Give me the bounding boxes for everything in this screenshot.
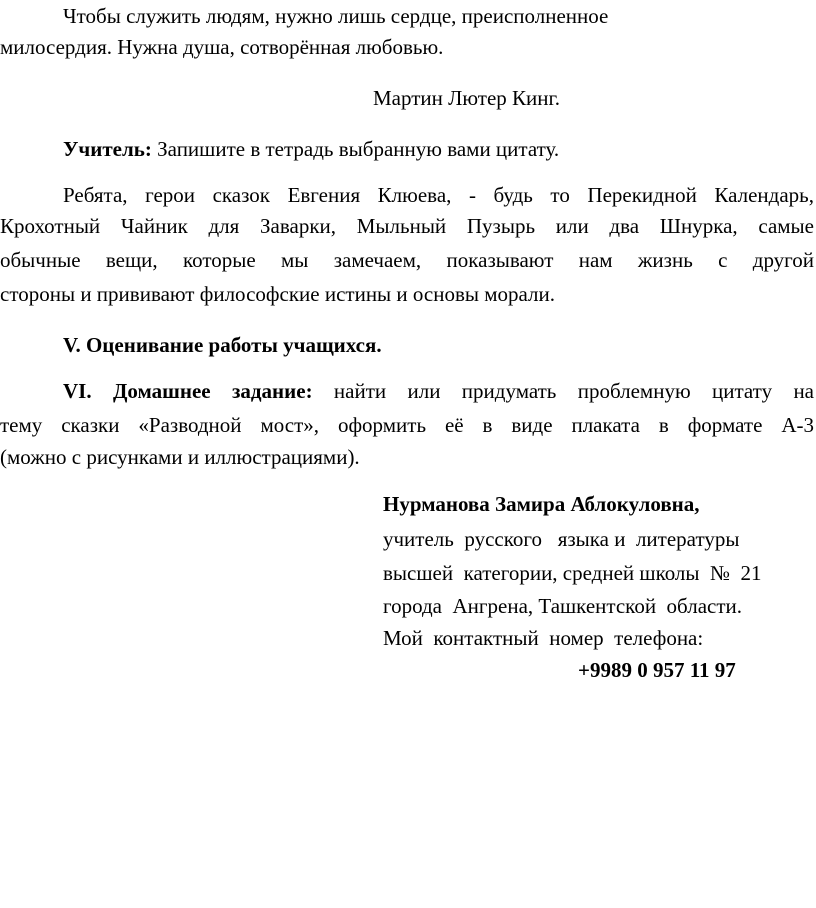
teacher-label: Учитель: xyxy=(63,137,152,161)
paragraph-line-4: стороны и прививают философские истины и основы морали. xyxy=(0,282,556,306)
section-vi-line-1 xyxy=(0,377,814,405)
section-vi-line-2: тему сказки «Разводной мост», оформить её в виде плаката в формате А-3 xyxy=(0,413,814,437)
signature-line-4: Мой контактный номер телефона: xyxy=(383,626,704,650)
quote-line-2: милосердия. Нужна душа, сотворённая любовью. xyxy=(0,35,444,59)
quote-line-1: Чтобы служить людям, нужно лишь сердце, преисполненное xyxy=(63,4,609,28)
paragraph-line-3: обычные вещи, которые мы замечаем, показывают нам жизнь с другой xyxy=(0,248,814,272)
teacher-instruction-text: Запишите в тетрадь выбранную вами цитату. xyxy=(151,137,560,161)
section-vi-label: VI. Домашнее задание: xyxy=(63,379,313,403)
quote-author: Мартин Лютер Кинг. xyxy=(373,86,561,110)
section-vi-line-1-text: найти или придумать проблемную цитату на xyxy=(312,379,815,403)
signature-line-3: города Ангрена, Ташкентской области. xyxy=(383,594,742,618)
signature-name: Нурманова Замира Аблокуловна, xyxy=(383,492,700,516)
signature-phone: +9989 0 957 11 97 xyxy=(578,658,736,682)
paragraph-line-1: Ребята, герои сказок Евгения Клюева, - будь то Перекидной Календарь, xyxy=(63,183,814,207)
signature-line-1: учитель русского языка и литературы xyxy=(383,527,740,551)
section-vi-line-3: (можно с рисунками и иллюстрациями). xyxy=(0,445,360,469)
teacher-instruction xyxy=(63,135,559,163)
signature-line-2: высшей категории, средней школы № 21 xyxy=(383,561,762,585)
paragraph-line-2: Крохотный Чайник для Заварки, Мыльный Пузырь или два Шнурка, самые xyxy=(0,214,814,238)
section-v-heading: V. Оценивание работы учащихся. xyxy=(63,333,382,357)
